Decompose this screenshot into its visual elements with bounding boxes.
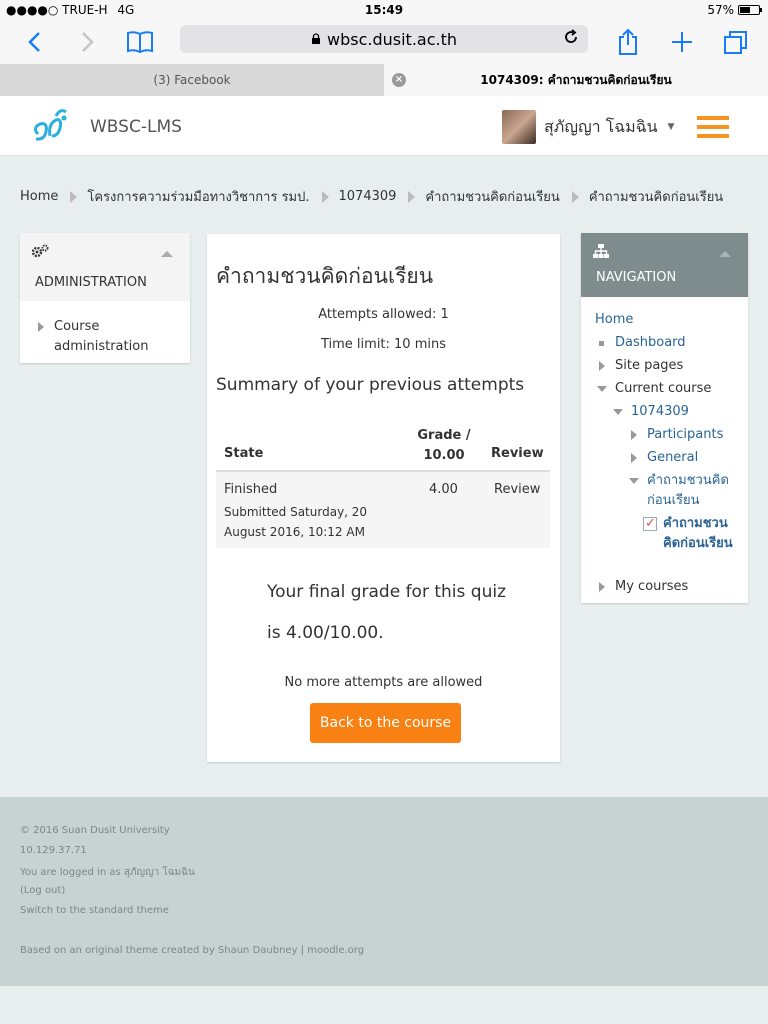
back-icon[interactable] (18, 26, 50, 58)
attempt-state: Finished (224, 482, 278, 497)
nav-site-pages-item[interactable] (599, 356, 683, 376)
nav-course-item[interactable] (613, 402, 689, 422)
tab-facebook[interactable] (0, 64, 384, 96)
no-more-attempts: No more attempts are allowed (284, 675, 483, 690)
summary-heading: Summary of your previous attempts (216, 375, 525, 395)
battery-indicator (707, 3, 760, 17)
footer-logged-in: You are logged in as สุภัญญา โฉมฉิน (20, 867, 195, 878)
collapse-icon (629, 478, 639, 484)
footer-credit: Based on an original theme created by Shaun Daubney | moodle.org (20, 945, 365, 956)
user-name: สุภัญญา โฉมฉิน (544, 116, 658, 136)
nav-dashboard: Dashboard (615, 335, 686, 350)
nav-current-course: Current course (615, 381, 712, 396)
nav-course-code: 1074309 (631, 404, 689, 419)
carrier-label: ●●●●○ TRUE-H (6, 3, 108, 17)
clock: 15:49 (364, 3, 404, 17)
footer-switch-theme-link[interactable]: Switch to the standard theme (20, 905, 169, 916)
address-bar[interactable] (180, 25, 588, 53)
nav-my-courses-item[interactable] (599, 577, 688, 597)
browser-toolbar (0, 20, 768, 64)
bullet-icon (599, 341, 604, 346)
nav-quiz: คำถามชวนคิดก่อนเรียน (663, 516, 733, 551)
expand-icon (599, 582, 605, 592)
breadcrumb-separator-icon (408, 191, 415, 203)
share-icon[interactable] (612, 26, 644, 58)
gears-icon (30, 243, 50, 263)
breadcrumb (20, 186, 723, 207)
breadcrumb-course[interactable]: 1074309 (338, 189, 397, 204)
reload-icon[interactable] (562, 28, 580, 50)
nav-current-course-item[interactable] (597, 379, 711, 399)
nav-dashboard-item[interactable] (595, 333, 686, 353)
url-text: wbsc.dusit.ac.th (327, 29, 457, 49)
attempt-submitted: Submitted Saturday, 20 August 2016, 10:12 AM (224, 505, 368, 539)
tab-quiz[interactable] (384, 64, 768, 96)
expand-icon (631, 430, 637, 440)
nav-participants: Participants (647, 427, 724, 442)
course-administration-label: Course administration (54, 319, 149, 354)
nav-site-pages: Site pages (615, 358, 684, 373)
site-logo[interactable] (28, 106, 72, 150)
sitemap-icon (592, 243, 610, 263)
navigation-block (581, 233, 748, 603)
collapse-icon (597, 386, 607, 392)
column-header-review: Review (491, 446, 544, 461)
bookmarks-icon[interactable] (124, 26, 156, 58)
course-administration-item[interactable] (38, 317, 164, 357)
breadcrumb-category[interactable]: โครงการความร่วมมือทางวิชาการ รมป. (87, 190, 310, 205)
footer-ip: 10.129.37.71 (20, 845, 87, 856)
site-header (0, 96, 768, 156)
expand-icon (38, 322, 44, 332)
nav-general-item[interactable] (631, 448, 698, 468)
breadcrumb-separator-icon (70, 191, 77, 203)
administration-title: ADMINISTRATION (35, 275, 147, 290)
nav-section: คำถามชวนคิดก่อนเรียน (647, 473, 729, 508)
tab-label: (3) Facebook (153, 73, 231, 87)
quiz-summary-panel (207, 234, 560, 762)
tab-label: 1074309: คำถามชวนคิดก่อนเรียน (480, 72, 672, 87)
page-title: คำถามชวนคิดก่อนเรียน (216, 264, 434, 288)
breadcrumb-quiz[interactable]: คำถามชวนคิดก่อนเรียน (588, 190, 724, 205)
nav-section-item[interactable] (629, 471, 731, 511)
administration-block-header (20, 233, 190, 301)
breadcrumb-separator-icon (322, 191, 329, 203)
table-row (216, 470, 550, 548)
nav-participants-item[interactable] (631, 425, 723, 445)
footer-copyright: © 2016 Suan Dusit University (20, 825, 170, 836)
close-tab-icon[interactable]: × (392, 73, 406, 87)
collapse-block-icon[interactable] (161, 251, 173, 257)
ios-status-bar (0, 0, 768, 20)
column-header-grade: Grade / 10.00 (417, 428, 471, 463)
tab-strip (0, 64, 768, 96)
attempt-grade: 4.00 (429, 482, 458, 497)
nav-quiz-item[interactable] (643, 514, 735, 554)
tabs-overview-icon[interactable] (720, 26, 752, 58)
attempts-allowed: Attempts allowed: 1 (318, 307, 449, 322)
column-header-state: State (224, 446, 264, 461)
back-to-course-button[interactable]: Back to the course (310, 703, 461, 743)
network-label: 4G (117, 3, 135, 17)
avatar (502, 110, 536, 144)
navigation-title: NAVIGATION (596, 270, 677, 285)
hamburger-menu-icon[interactable] (697, 116, 729, 143)
footer-logout-link[interactable]: (Log out) (20, 885, 66, 896)
review-link[interactable]: Review (494, 482, 541, 497)
breadcrumb-section[interactable]: คำถามชวนคิดก่อนเรียน (425, 190, 560, 205)
nav-home[interactable]: Home (595, 312, 634, 327)
lock-icon (311, 33, 321, 45)
expand-icon (599, 361, 605, 371)
breadcrumb-home[interactable]: Home (20, 189, 59, 204)
user-menu[interactable] (502, 110, 674, 144)
nav-general: General (647, 450, 699, 465)
breadcrumb-separator-icon (572, 191, 579, 203)
site-name[interactable]: WBSC-LMS (90, 117, 182, 137)
new-tab-icon[interactable] (666, 26, 698, 58)
chevron-down-icon: ▼ (667, 122, 675, 132)
collapse-icon (613, 409, 623, 415)
time-limit: Time limit: 10 mins (320, 337, 447, 352)
nav-my-courses: My courses (615, 579, 689, 594)
expand-icon (631, 453, 637, 463)
quiz-icon (643, 517, 657, 531)
forward-icon[interactable] (72, 26, 104, 58)
battery-icon (738, 5, 760, 15)
page-footer (0, 797, 768, 986)
administration-block (20, 233, 190, 363)
collapse-block-icon[interactable] (719, 251, 731, 257)
battery-percent: 57% (707, 3, 734, 17)
final-grade: Your final grade for this quiz is 4.00/10.00. (267, 582, 506, 643)
navigation-block-header (581, 233, 748, 297)
